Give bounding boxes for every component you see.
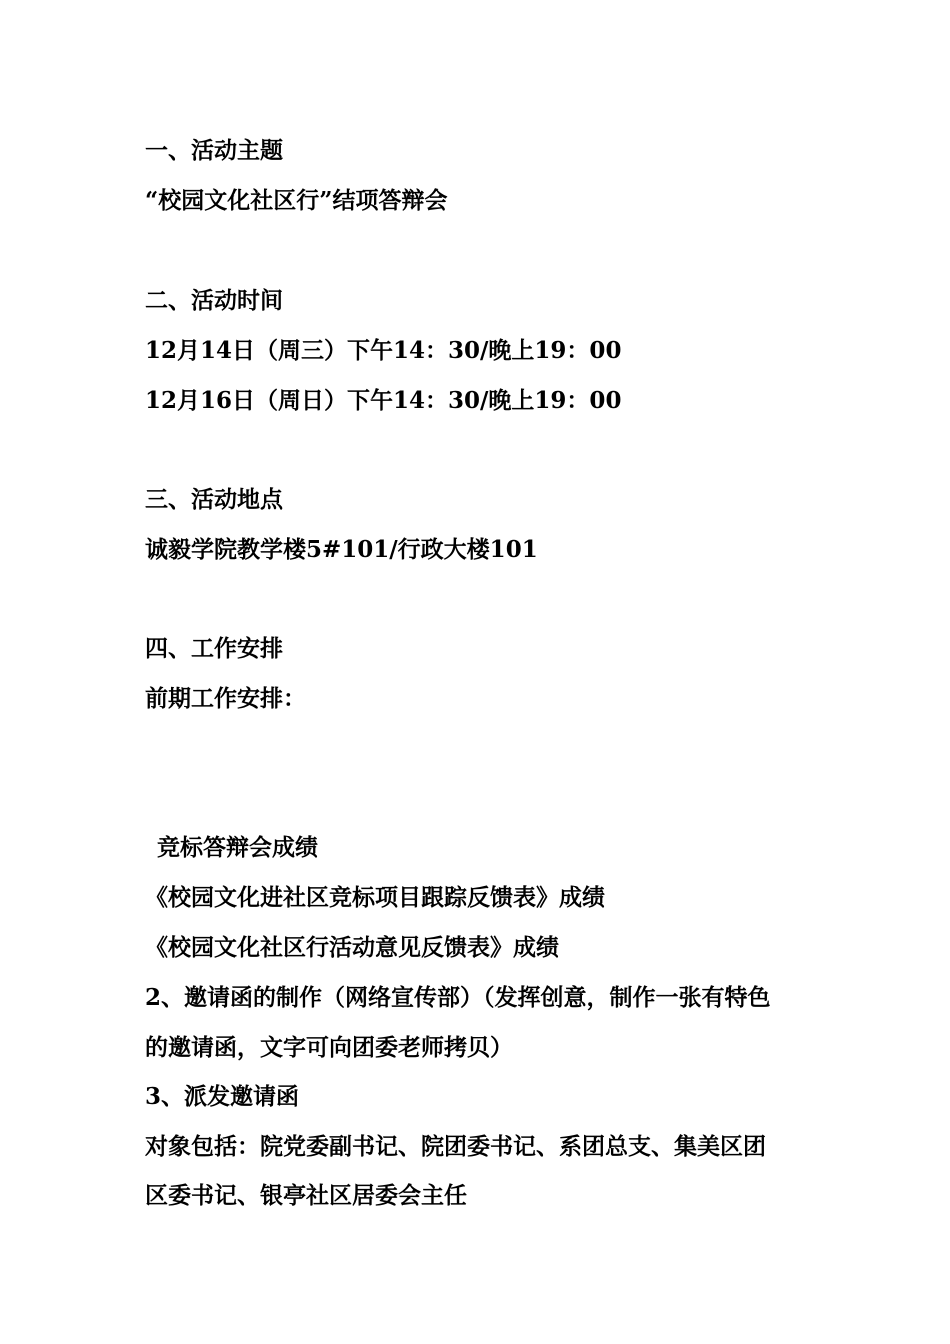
arrangement-item: 《校园文化社区行活动意见反馈表》成绩 bbox=[145, 934, 559, 961]
arrangement-item: 的邀请函，文字可向团委老师拷贝） bbox=[145, 1034, 513, 1061]
section-heading-arrangement: 四、工作安排 bbox=[145, 635, 283, 662]
arrangement-item: 3、派发邀请函 bbox=[145, 1083, 300, 1110]
section-heading-location: 三、活动地点 bbox=[145, 486, 283, 513]
time-line-2: 12月16日（周日）下午14：30/晚上19：00 bbox=[145, 387, 622, 414]
theme-content: “校园文化社区行”结项答辩会 bbox=[145, 187, 448, 214]
section-heading-time: 二、活动时间 bbox=[145, 287, 283, 314]
section-heading-theme: 一、活动主题 bbox=[145, 137, 283, 164]
arrangement-item: 对象包括：院党委副书记、院团委书记、系团总支、集美区团 bbox=[145, 1133, 766, 1160]
arrangement-item: 竞标答辩会成绩 bbox=[157, 834, 318, 861]
arrangement-item: 《校园文化进社区竞标项目跟踪反馈表》成绩 bbox=[145, 884, 605, 911]
location-content: 诚毅学院教学楼5#101/行政大楼101 bbox=[145, 536, 538, 563]
arrangement-item: 区委书记、银亭社区居委会主任 bbox=[145, 1182, 467, 1209]
arrangement-item: 2、邀请函的制作（网络宣传部）（发挥创意，制作一张有特色 bbox=[145, 984, 771, 1011]
time-line-1: 12月14日（周三）下午14：30/晚上19：00 bbox=[145, 337, 622, 364]
arrangement-subheading: 前期工作安排： bbox=[145, 685, 306, 712]
